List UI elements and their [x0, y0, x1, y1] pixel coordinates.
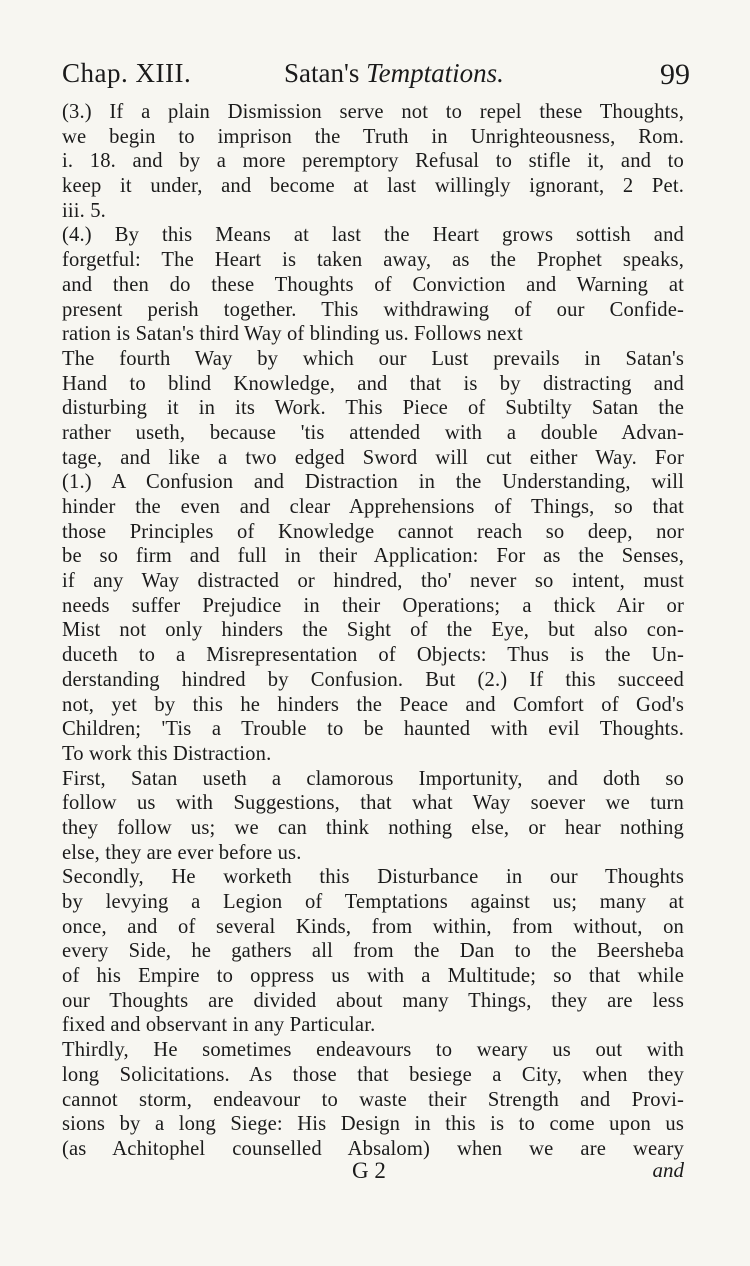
text-line: Children; 'Tis a Trouble to be haunted with evil Thoughts. [62, 718, 684, 741]
text-line: (3.) If a plain Dismission serve not to repel these Thoughts, [62, 101, 684, 123]
text-line: every Side, he gathers all from the Dan to the Beersheba [62, 940, 684, 963]
text-line: The fourth Way by which our Lust prevails in Satan's [62, 347, 684, 370]
body-text [62, 100, 684, 1162]
text-line: once, and of several Kinds, from within, from without, on [62, 915, 684, 938]
text-line: Secondly, He worketh this Disturbance in our Thoughts [62, 866, 684, 889]
running-header [62, 58, 690, 102]
signature-mark: G 2 [352, 1158, 386, 1183]
text-line: (as Achitophel counselled Absalom) when we are weary [62, 1137, 684, 1160]
text-line: long Solicitations. As those that besiege a City, when they [62, 1063, 684, 1086]
text-line: duceth to a Misrepresentation of Objects: Thus is the Un- [62, 644, 684, 667]
text-line: (1.) A Confusion and Distraction in the Understanding, will [62, 471, 684, 494]
text-line: be so firm and full in their Application: For as the Senses, [62, 545, 684, 568]
text-line: Hand to blind Knowledge, and that is by distracting and [62, 372, 684, 395]
text-line: tage, and like a two edged Sword will cut either Way. For [62, 446, 684, 469]
text-line: Thirdly, He sometimes endeavours to weary us out with [62, 1039, 684, 1062]
text-line: i. 18. and by a more peremptory Refusal to stifle it, and to [62, 150, 684, 173]
running-title [284, 58, 504, 89]
page-footer [62, 1158, 684, 1188]
text-line: else, they are ever before us. [62, 841, 302, 864]
page-number: 99 [660, 58, 690, 91]
running-title-part2: Temptations. [366, 58, 504, 88]
text-line: needs suffer Prejudice in their Operations; a thick Air or [62, 594, 684, 617]
text-line: by levying a Legion of Temptations against us; many at [62, 891, 684, 913]
text-line: Mist not only hinders the Sight of the Eye, but also con- [62, 619, 684, 642]
text-line: forgetful: The Heart is taken away, as the Prophet speaks, [62, 249, 684, 272]
text-line: our Thoughts are divided about many Things, they are less [62, 989, 684, 1012]
text-line: sions by a long Siege: His Design in this is to come upon us [62, 1113, 684, 1136]
text-line: First, Satan useth a clamorous Importunity, and doth so [62, 767, 684, 790]
text-line: and then do these Thoughts of Conviction and Warning at [62, 273, 684, 296]
text-line: hinder the even and clear Apprehensions of Things, so that [62, 496, 684, 518]
text-line: follow us with Suggestions, that what Way soever we turn [62, 792, 684, 815]
text-line: cannot storm, endeavour to waste their Strength and Provi- [62, 1088, 684, 1111]
chapter-heading: Chap. XIII. [62, 58, 192, 88]
text-line: To work this Distraction. [62, 742, 272, 765]
catchword: and [652, 1158, 684, 1182]
text-line: of his Empire to oppress us with a Multitude; so that while [62, 965, 684, 988]
text-line: derstanding hindred by Confusion. But (2.) If this succeed [62, 668, 684, 691]
text-line: we begin to imprison the Truth in Unrighteousness, Rom. [62, 125, 684, 148]
running-title-part1: Satan's [284, 58, 360, 88]
text-line: fixed and observant in any Particular. [62, 1014, 376, 1037]
text-line: keep it under, and become at last willingly ignorant, 2 Pet. [62, 175, 684, 198]
text-line: they follow us; we can think nothing else, or hear nothing [62, 816, 684, 839]
text-line: not, yet by this he hinders the Peace and Comfort of God's [62, 693, 684, 716]
text-line: ration is Satan's third Way of blinding us. Follows next [62, 323, 523, 346]
text-line: iii. 5. [62, 199, 106, 222]
text-line: rather useth, because 'tis attended with a double Advan- [62, 421, 684, 444]
text-line: disturbing it in its Work. This Piece of Subtilty Satan the [62, 397, 684, 420]
text-line: if any Way distracted or hindred, tho' never so intent, must [62, 570, 684, 593]
text-line: (4.) By this Means at last the Heart grows sottish and [62, 224, 684, 247]
text-line: those Principles of Knowledge cannot reach so deep, nor [62, 520, 684, 543]
text-line: present perish together. This withdrawing of our Confide- [62, 298, 684, 321]
